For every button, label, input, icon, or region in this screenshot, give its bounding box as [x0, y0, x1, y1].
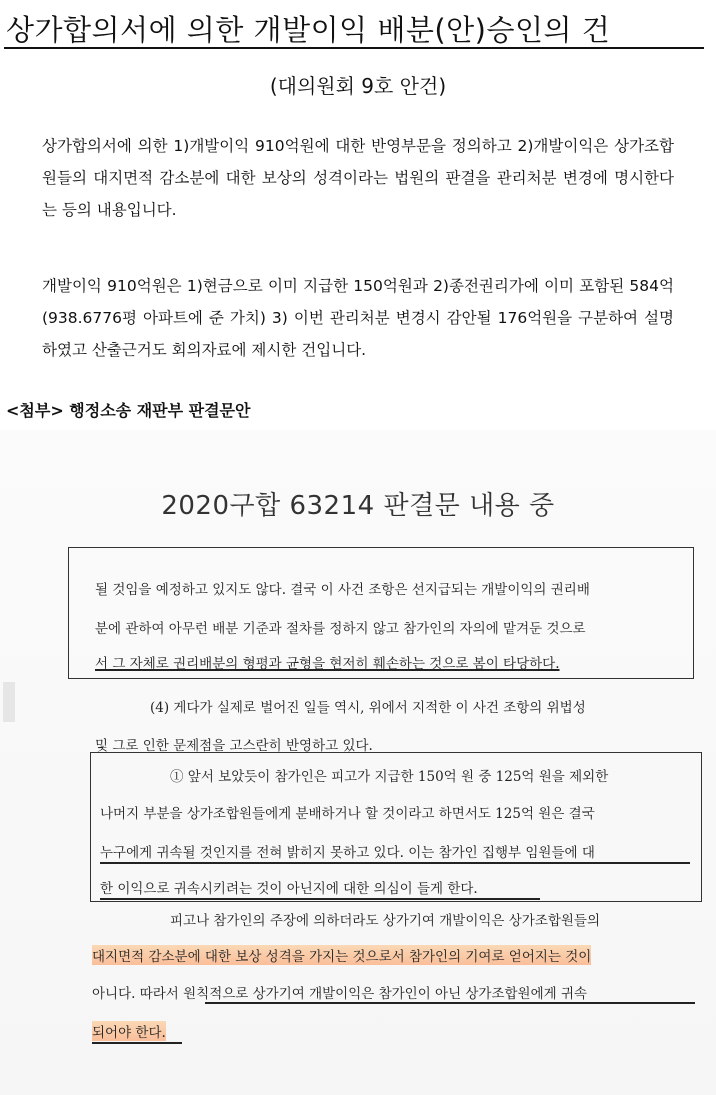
underline-bar [100, 898, 540, 900]
box2-line-4: 한 이익으로 귀속시키려는 것이 아닌지에 대한 의심이 들게 한다. [100, 881, 478, 897]
end-line-4: 되어야 한다. [92, 1021, 166, 1041]
document-subtitle: (대의원회 9호 안건) [269, 74, 447, 98]
scan-artifact [3, 682, 15, 722]
highlighted-text: 피고나 참가인의 주장에 의하더라도 상가기여 개발이익은 상가조합원들의 [170, 913, 601, 929]
box1-line-3: 서 그 자체로 권리배분의 형평과 균형을 현저히 훼손하는 것으로 봄이 타당하다. [95, 656, 560, 672]
title-underline [4, 47, 704, 49]
end-line-2: 대지면적 감소분에 대한 보상 성격을 가지는 것으로서 참가인의 기여로 얻어지는 것이 [92, 945, 591, 965]
box2-line-1: ① 앞서 보았듯이 참가인은 피고가 지급한 150억 원 중 125억 원을 제외한 [170, 769, 609, 785]
scanned-judgment-image [0, 430, 716, 1095]
box2-line-2: 나머지 부분을 상가조합원들에게 분배하거나 할 것이라고 하면서도 125억 원은 결국 [100, 806, 595, 822]
end-line-1 [170, 909, 600, 929]
attachment-label: <첨부> 행정소송 재판부 판결문안 [6, 401, 251, 420]
underline-bar [92, 1042, 182, 1044]
mid-line-1: (4) 게다가 실제로 벌어진 일들 역시, 위에서 지적한 이 사건 조항의 위법성 [150, 700, 586, 716]
box1-line-1: 될 것임을 예정하고 있지도 않다. 결국 이 사건 조항은 선지급되는 개발이익의 권리배 [95, 582, 590, 598]
paragraph-2: 개발이익 910억원은 1)현금으로 이미 지급한 150억원과 2)종전권리가에 이미 포함된 584억(938.6776평 아파트에 준 가치) 3) 이번 관리처분 변경시 감안될 176억원을 구분하여 설명하였고 산출근거도 회의자료에 제시한 건입니다. [42, 277, 674, 359]
underline-bar [205, 1002, 695, 1004]
end-line-3: 아니다. 따라서 원칙적으로 상가기여 개발이익은 참가인이 아닌 상가조합원에게 귀속 [92, 986, 588, 1002]
mid-line-2: 및 그로 인한 문제점을 고스란히 반영하고 있다. [95, 738, 373, 754]
underline-bar [100, 862, 690, 864]
scan-title: 2020구합 63214 판결문 내용 중 [161, 491, 555, 521]
document-title: 상가합의서에 의한 개발이익 배분(안)승인의 건 [6, 13, 611, 47]
paragraph-1: 상가합의서에 의한 1)개발이익 910억원에 대한 반영부문을 정의하고 2)개발이익은 상가조합원들의 대지면적 감소분에 대한 보상의 성격이라는 법원의 판결을 관리처분 변경에 명시한다는 등의 내용입니다. [42, 137, 674, 219]
box2-line-3: 누구에게 귀속될 것인지를 전혀 밝히지 못하고 있다. 이는 참가인 집행부 임원들에 대 [100, 845, 595, 861]
box1-line-2: 분에 관하여 아무런 배분 기준과 절차를 정하지 않고 참가인의 자의에 맡겨둔 것으로 [95, 621, 586, 637]
